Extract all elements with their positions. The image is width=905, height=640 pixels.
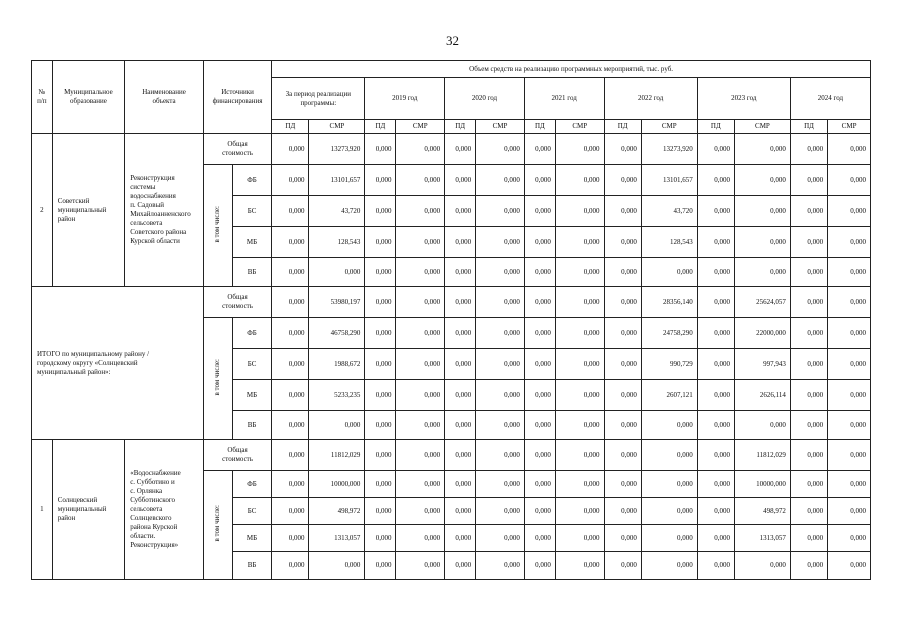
value-cell: 2626,114	[734, 380, 790, 411]
value-cell: 0,000	[828, 318, 871, 349]
value-cell: 0,000	[604, 440, 641, 471]
source-code: МБ	[232, 380, 271, 411]
value-cell: 13101,657	[641, 165, 697, 196]
value-cell: 0,000	[790, 318, 827, 349]
value-cell: 0,000	[734, 227, 790, 258]
value-cell: 0,000	[365, 165, 396, 196]
value-cell: 0,000	[476, 287, 525, 318]
value-cell: 0,000	[309, 552, 365, 580]
source-code: ВБ	[232, 258, 271, 287]
value-cell: 0,000	[604, 287, 641, 318]
source-code: БС	[232, 196, 271, 227]
value-cell: 0,000	[734, 258, 790, 287]
value-cell: 0,000	[604, 134, 641, 165]
value-cell: 0,000	[396, 258, 445, 287]
header-period: 2020 год	[445, 78, 525, 120]
value-cell: 0,000	[604, 196, 641, 227]
value-cell: 0,000	[524, 258, 555, 287]
value-cell: 0,000	[524, 227, 555, 258]
value-cell: 0,000	[396, 318, 445, 349]
value-cell: 0,000	[445, 471, 476, 498]
value-cell: 990,729	[641, 349, 697, 380]
value-cell: 0,000	[476, 227, 525, 258]
financing-table	[31, 60, 871, 580]
value-cell: 0,000	[555, 287, 604, 318]
value-cell: 0,000	[396, 411, 445, 440]
source-code: ВБ	[232, 552, 271, 580]
value-cell: 53980,197	[309, 287, 365, 318]
value-cell: 0,000	[734, 552, 790, 580]
header-municipality: Муниципальное образование	[52, 61, 124, 134]
table-row	[32, 134, 871, 165]
value-cell: 0,000	[524, 196, 555, 227]
header-period: 2023 год	[697, 78, 790, 120]
value-cell: 0,000	[828, 440, 871, 471]
in-that-number-label	[203, 165, 232, 287]
page-number: 32	[446, 33, 459, 48]
value-cell: 0,000	[697, 411, 734, 440]
value-cell: 0,000	[445, 258, 476, 287]
value-cell: 0,000	[445, 552, 476, 580]
total-cost-label: Общая стоимость	[203, 287, 271, 318]
value-cell: 11812,029	[309, 440, 365, 471]
value-cell: 0,000	[272, 196, 309, 227]
value-cell: 0,000	[555, 349, 604, 380]
value-cell: 0,000	[365, 349, 396, 380]
value-cell: 0,000	[524, 471, 555, 498]
value-cell: 0,000	[396, 227, 445, 258]
value-cell: 43,720	[309, 196, 365, 227]
value-cell: 0,000	[828, 552, 871, 580]
value-cell: 0,000	[272, 349, 309, 380]
value-cell: 5233,235	[309, 380, 365, 411]
value-cell: 0,000	[524, 525, 555, 552]
value-cell: 0,000	[365, 552, 396, 580]
value-cell: 0,000	[828, 380, 871, 411]
value-cell: 0,000	[555, 380, 604, 411]
value-cell: 0,000	[365, 411, 396, 440]
value-cell: 0,000	[790, 287, 827, 318]
source-code: МБ	[232, 525, 271, 552]
value-cell: 0,000	[697, 498, 734, 525]
value-cell: 0,000	[604, 227, 641, 258]
value-cell: 498,972	[309, 498, 365, 525]
value-cell: 0,000	[396, 471, 445, 498]
value-cell: 0,000	[697, 165, 734, 196]
value-cell: 0,000	[697, 134, 734, 165]
value-cell: 0,000	[445, 165, 476, 196]
value-cell: 0,000	[396, 380, 445, 411]
value-cell: 0,000	[828, 134, 871, 165]
value-cell: 0,000	[828, 411, 871, 440]
value-cell: 13101,657	[309, 165, 365, 196]
in-that-number-text: в том числе:	[213, 205, 222, 243]
value-cell: 0,000	[555, 471, 604, 498]
value-cell: 0,000	[445, 498, 476, 525]
header-pd: ПД	[524, 120, 555, 134]
value-cell: 0,000	[396, 349, 445, 380]
value-cell: 0,000	[476, 380, 525, 411]
value-cell: 0,000	[697, 525, 734, 552]
value-cell: 0,000	[272, 287, 309, 318]
value-cell: 0,000	[790, 411, 827, 440]
value-cell: 0,000	[272, 498, 309, 525]
header-sources: Источники финансирования	[203, 61, 271, 134]
value-cell: 0,000	[476, 165, 525, 196]
source-code: БС	[232, 498, 271, 525]
value-cell: 0,000	[790, 258, 827, 287]
value-cell: 0,000	[476, 498, 525, 525]
value-cell: 0,000	[734, 134, 790, 165]
header-num: № п/п	[32, 61, 53, 134]
value-cell: 0,000	[555, 258, 604, 287]
value-cell: 0,000	[445, 196, 476, 227]
value-cell: 0,000	[555, 134, 604, 165]
value-cell: 0,000	[365, 380, 396, 411]
object-name: Реконструкция системы водоснабжения п. Садовый Михайлоанненского сельсовета Советского района Курской области	[125, 134, 204, 287]
value-cell: 0,000	[697, 471, 734, 498]
value-cell: 0,000	[396, 134, 445, 165]
value-cell: 128,543	[309, 227, 365, 258]
value-cell: 0,000	[524, 440, 555, 471]
header-pd: ПД	[790, 120, 827, 134]
value-cell: 0,000	[604, 165, 641, 196]
value-cell: 0,000	[365, 227, 396, 258]
value-cell: 0,000	[476, 471, 525, 498]
value-cell: 46758,290	[309, 318, 365, 349]
value-cell: 0,000	[734, 196, 790, 227]
header-period: 2019 год	[365, 78, 445, 120]
header-row-1	[32, 61, 871, 78]
value-cell: 0,000	[641, 471, 697, 498]
value-cell: 24758,290	[641, 318, 697, 349]
value-cell: 0,000	[555, 165, 604, 196]
header-period: 2021 год	[524, 78, 604, 120]
value-cell: 0,000	[555, 525, 604, 552]
value-cell: 0,000	[524, 134, 555, 165]
value-cell: 0,000	[790, 196, 827, 227]
value-cell: 0,000	[476, 552, 525, 580]
header-smr: СМР	[555, 120, 604, 134]
header-smr: СМР	[734, 120, 790, 134]
value-cell: 0,000	[641, 411, 697, 440]
row-number: 1	[32, 440, 53, 580]
value-cell: 0,000	[604, 380, 641, 411]
value-cell: 997,943	[734, 349, 790, 380]
total-cost-label: Общая стоимость	[203, 440, 271, 471]
value-cell: 0,000	[396, 525, 445, 552]
header-period: 2024 год	[790, 78, 870, 120]
value-cell: 0,000	[445, 525, 476, 552]
value-cell: 0,000	[790, 471, 827, 498]
value-cell: 0,000	[272, 258, 309, 287]
value-cell: 0,000	[272, 525, 309, 552]
value-cell: 0,000	[555, 440, 604, 471]
value-cell: 498,972	[734, 498, 790, 525]
value-cell: 0,000	[604, 525, 641, 552]
value-cell: 0,000	[641, 525, 697, 552]
value-cell: 0,000	[734, 411, 790, 440]
source-code: МБ	[232, 227, 271, 258]
value-cell: 0,000	[365, 196, 396, 227]
value-cell: 1313,057	[734, 525, 790, 552]
value-cell: 0,000	[365, 318, 396, 349]
header-pd: ПД	[365, 120, 396, 134]
in-that-number-label	[203, 471, 232, 580]
value-cell: 0,000	[828, 471, 871, 498]
value-cell: 0,000	[309, 258, 365, 287]
value-cell: 0,000	[272, 227, 309, 258]
value-cell: 0,000	[272, 411, 309, 440]
value-cell: 0,000	[524, 349, 555, 380]
value-cell: 0,000	[445, 318, 476, 349]
value-cell: 13273,920	[641, 134, 697, 165]
value-cell: 0,000	[445, 349, 476, 380]
value-cell: 0,000	[272, 318, 309, 349]
value-cell: 0,000	[697, 318, 734, 349]
value-cell: 1313,057	[309, 525, 365, 552]
value-cell: 0,000	[365, 134, 396, 165]
value-cell: 0,000	[828, 287, 871, 318]
value-cell: 0,000	[641, 552, 697, 580]
value-cell: 0,000	[828, 227, 871, 258]
value-cell: 0,000	[365, 287, 396, 318]
header-smr: СМР	[641, 120, 697, 134]
table-row	[32, 287, 871, 318]
value-cell: 0,000	[445, 134, 476, 165]
value-cell: 0,000	[396, 196, 445, 227]
source-code: БС	[232, 349, 271, 380]
value-cell: 0,000	[524, 552, 555, 580]
municipality-name: Советский муниципальный район	[52, 134, 124, 287]
header-smr: СМР	[396, 120, 445, 134]
value-cell: 0,000	[790, 227, 827, 258]
value-cell: 0,000	[272, 471, 309, 498]
value-cell: 0,000	[476, 258, 525, 287]
value-cell: 28356,140	[641, 287, 697, 318]
value-cell: 0,000	[555, 318, 604, 349]
in-that-number-text: в том числе:	[213, 505, 222, 542]
value-cell: 0,000	[604, 349, 641, 380]
value-cell: 0,000	[790, 380, 827, 411]
value-cell: 0,000	[396, 287, 445, 318]
header-smr: СМР	[476, 120, 525, 134]
value-cell: 0,000	[365, 440, 396, 471]
municipality-name: Солнцевский муниципальный район	[52, 440, 124, 580]
value-cell: 0,000	[396, 165, 445, 196]
source-code: ФБ	[232, 471, 271, 498]
value-cell: 0,000	[445, 287, 476, 318]
header-pd: ПД	[697, 120, 734, 134]
value-cell: 0,000	[697, 440, 734, 471]
value-cell: 0,000	[445, 440, 476, 471]
value-cell: 0,000	[476, 525, 525, 552]
value-cell: 0,000	[476, 134, 525, 165]
value-cell: 0,000	[309, 411, 365, 440]
value-cell: 0,000	[828, 525, 871, 552]
value-cell: 0,000	[697, 258, 734, 287]
value-cell: 0,000	[697, 380, 734, 411]
in-that-number-label	[203, 318, 232, 440]
value-cell: 0,000	[604, 318, 641, 349]
value-cell: 0,000	[365, 525, 396, 552]
total-label: ИТОГО по муниципальному району / городскому округу «Солнцевский муниципальный район»:	[32, 287, 204, 440]
value-cell: 10000,000	[734, 471, 790, 498]
value-cell: 0,000	[604, 258, 641, 287]
value-cell: 0,000	[641, 258, 697, 287]
value-cell: 0,000	[734, 165, 790, 196]
value-cell: 0,000	[697, 287, 734, 318]
value-cell: 0,000	[445, 380, 476, 411]
value-cell: 0,000	[396, 552, 445, 580]
source-code: ВБ	[232, 411, 271, 440]
value-cell: 0,000	[790, 440, 827, 471]
table-row	[32, 440, 871, 471]
value-cell: 0,000	[604, 411, 641, 440]
value-cell: 0,000	[445, 411, 476, 440]
value-cell: 13273,920	[309, 134, 365, 165]
header-period: 2022 год	[604, 78, 697, 120]
header-smr: СМР	[828, 120, 871, 134]
value-cell: 22000,000	[734, 318, 790, 349]
value-cell: 43,720	[641, 196, 697, 227]
header-smr: СМР	[309, 120, 365, 134]
value-cell: 0,000	[476, 318, 525, 349]
value-cell: 0,000	[555, 411, 604, 440]
header-pd: ПД	[604, 120, 641, 134]
value-cell: 0,000	[524, 498, 555, 525]
value-cell: 0,000	[828, 349, 871, 380]
value-cell: 0,000	[641, 498, 697, 525]
value-cell: 0,000	[524, 318, 555, 349]
value-cell: 0,000	[790, 349, 827, 380]
source-code: ФБ	[232, 318, 271, 349]
value-cell: 2607,121	[641, 380, 697, 411]
value-cell: 0,000	[365, 498, 396, 525]
value-cell: 0,000	[828, 196, 871, 227]
value-cell: 0,000	[476, 440, 525, 471]
value-cell: 0,000	[476, 411, 525, 440]
total-cost-label: Общая стоимость	[203, 134, 271, 165]
value-cell: 25624,057	[734, 287, 790, 318]
value-cell: 0,000	[555, 498, 604, 525]
value-cell: 0,000	[524, 165, 555, 196]
value-cell: 0,000	[828, 498, 871, 525]
value-cell: 0,000	[604, 498, 641, 525]
value-cell: 0,000	[604, 471, 641, 498]
value-cell: 0,000	[641, 440, 697, 471]
value-cell: 0,000	[365, 471, 396, 498]
value-cell: 0,000	[524, 380, 555, 411]
value-cell: 0,000	[790, 552, 827, 580]
in-that-number-text: в том числе:	[213, 358, 222, 396]
value-cell: 0,000	[697, 227, 734, 258]
value-cell: 0,000	[396, 498, 445, 525]
value-cell: 0,000	[445, 227, 476, 258]
value-cell: 0,000	[524, 287, 555, 318]
value-cell: 0,000	[604, 552, 641, 580]
value-cell: 0,000	[697, 552, 734, 580]
value-cell: 0,000	[272, 165, 309, 196]
header-pd: ПД	[272, 120, 309, 134]
value-cell: 128,543	[641, 227, 697, 258]
value-cell: 0,000	[790, 498, 827, 525]
value-cell: 0,000	[365, 258, 396, 287]
value-cell: 0,000	[555, 227, 604, 258]
value-cell: 0,000	[272, 440, 309, 471]
value-cell: 0,000	[272, 134, 309, 165]
header-period: За период реализации программы:	[272, 78, 365, 120]
value-cell: 0,000	[790, 134, 827, 165]
value-cell: 0,000	[476, 349, 525, 380]
header-pd: ПД	[445, 120, 476, 134]
value-cell: 0,000	[555, 552, 604, 580]
value-cell: 0,000	[828, 258, 871, 287]
value-cell: 0,000	[790, 525, 827, 552]
value-cell: 0,000	[524, 411, 555, 440]
row-number: 2	[32, 134, 53, 287]
value-cell: 1988,672	[309, 349, 365, 380]
value-cell: 0,000	[272, 552, 309, 580]
value-cell: 0,000	[555, 196, 604, 227]
value-cell: 11812,029	[734, 440, 790, 471]
object-name: «Водоснабжение с. Субботино и с. Орлянка Субботинского сельсовета Солнцевского района Курской области. Реконструкция»	[125, 440, 204, 580]
value-cell: 0,000	[396, 440, 445, 471]
value-cell: 0,000	[697, 196, 734, 227]
value-cell: 10000,000	[309, 471, 365, 498]
value-cell: 0,000	[272, 380, 309, 411]
source-code: ФБ	[232, 165, 271, 196]
header-object: Наименование объекта	[125, 61, 204, 134]
value-cell: 0,000	[828, 165, 871, 196]
value-cell: 0,000	[476, 196, 525, 227]
header-volume: Объем средств на реализацию программных мероприятий, тыс. руб.	[272, 61, 871, 78]
value-cell: 0,000	[790, 165, 827, 196]
value-cell: 0,000	[697, 349, 734, 380]
